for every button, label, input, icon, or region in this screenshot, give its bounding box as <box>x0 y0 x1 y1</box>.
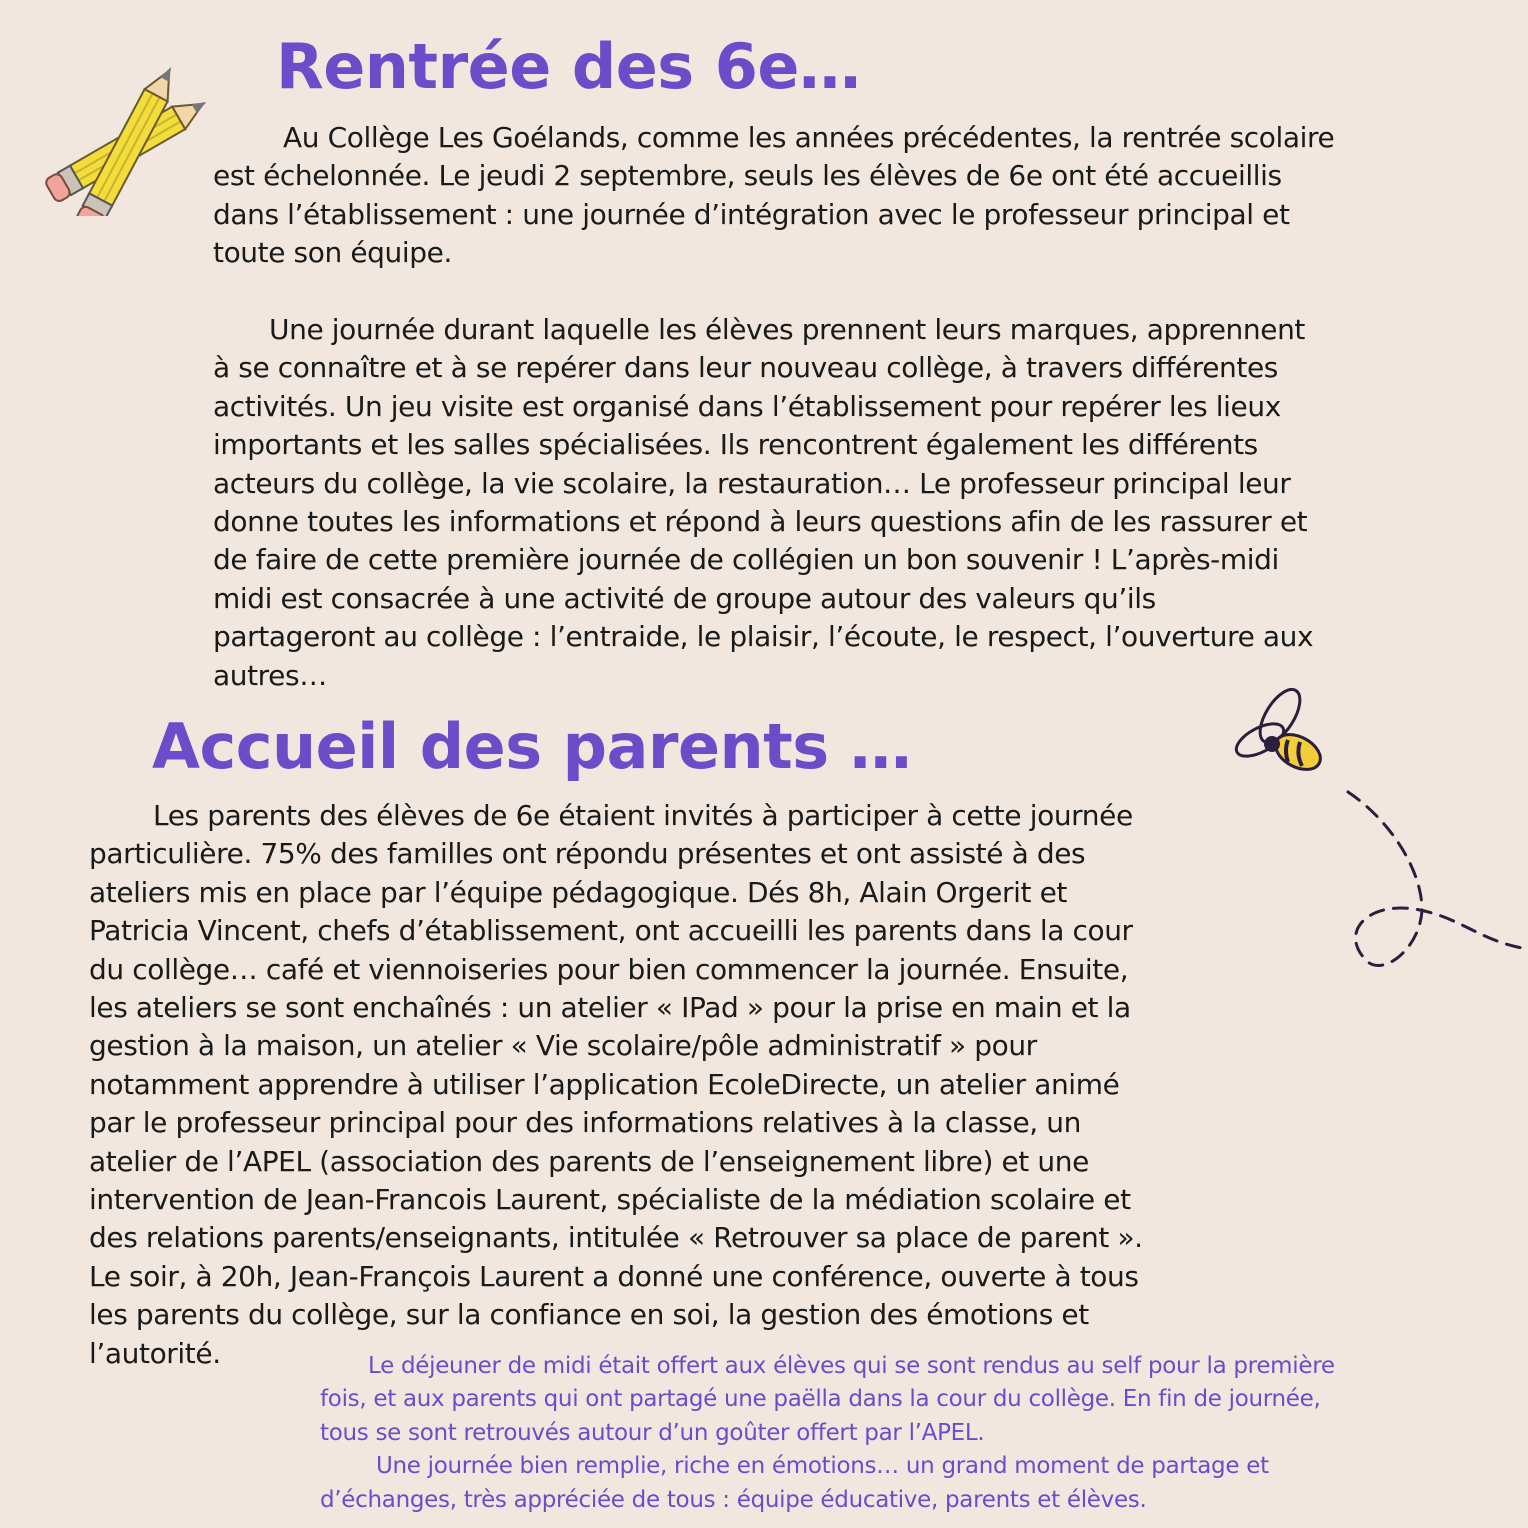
note-paragraph-purple <box>320 1350 1335 1517</box>
text-line: Le soir, à 20h, Jean-François Laurent a donné une conférence, ouverte à tous <box>89 1259 1139 1293</box>
text-line: de faire de cette première journée de collégien un bon souvenir ! L’après-midi <box>213 543 1279 577</box>
dashed-flight-path <box>1330 780 1528 984</box>
text-line: toute son équipe. <box>213 236 452 270</box>
text-line: dans l’établissement : une journée d’intégration avec le professeur principal et <box>213 197 1290 231</box>
note-line: Une journée bien remplie, riche en émotions… un grand moment de partage et <box>376 1453 1269 1480</box>
text-line: du collège… café et viennoiseries pour bien commencer la journée. Ensuite, <box>89 952 1129 986</box>
paragraph-rentree-intro <box>213 119 1334 273</box>
text-line: Patricia Vincent, chefs d’établissement, ont accueilli les parents dans la cour <box>89 914 1133 948</box>
text-line: partageront au collège : l’entraide, le plaisir, l’écoute, le respect, l’ouverture aux <box>213 620 1314 654</box>
text-line: les parents du collège, sur la confiance en soi, la gestion des émotions et <box>89 1298 1089 1332</box>
paragraph-rentree-details <box>213 311 1313 695</box>
text-line: acteurs du collège, la vie scolaire, la restauration… Le professeur principal leur <box>213 466 1291 500</box>
note-line: Le déjeuner de midi était offert aux élèves qui se sont rendus au self pour la première <box>368 1353 1335 1379</box>
text-line: autres… <box>213 658 327 692</box>
text-line: ateliers mis en place par l’équipe pédagogique. Dés 8h, Alain Orgerit et <box>89 875 1067 909</box>
pencils-icon <box>28 36 228 220</box>
text-line: donne toutes les informations et répond à leurs questions afin de les rassurer et <box>213 505 1308 539</box>
text-line: à se connaître et à se repérer dans leur nouveau collège, à travers différentes <box>213 351 1278 385</box>
text-line: midi est consacrée à une activité de groupe autour des valeurs qu’ils <box>213 581 1156 615</box>
section-title-accueil-parents: Accueil des parents … <box>152 710 912 783</box>
note-line: fois, et aux parents qui ont partagé une paëlla dans la cour du collège. En fin de journée, <box>320 1386 1321 1413</box>
text-line: atelier de l’APEL (association des parents de l’enseignement libre) et une <box>89 1144 1089 1178</box>
text-line: Au Collège Les Goélands, comme les années précédentes, la rentrée scolaire <box>283 121 1335 154</box>
text-line: notamment apprendre à utiliser l’application EcoleDirecte, un atelier animé <box>89 1067 1120 1101</box>
paragraph-accueil-parents <box>89 797 1143 1373</box>
note-line: tous se sont retrouvés autour d’un goûter offert par l’APEL. <box>320 1419 985 1446</box>
section-title-rentree: Rentrée des 6e… <box>276 30 861 103</box>
text-line: gestion à la maison, un atelier « Vie scolaire/pôle administratif » pour <box>89 1029 1037 1063</box>
text-line: importants et les salles spécialisées. Ils rencontrent également les différents <box>213 428 1258 462</box>
text-line: intervention de Jean-Francois Laurent, spécialiste de la médiation scolaire et <box>89 1183 1131 1217</box>
text-line: est échelonnée. Le jeudi 2 septembre, seuls les élèves de 6e ont été accueillis <box>213 159 1282 193</box>
text-line: l’autorité. <box>89 1336 221 1370</box>
text-line: activités. Un jeu visite est organisé dans l’établissement pour repérer les lieux <box>213 389 1281 423</box>
text-line: par le professeur principal pour des informations relatives à la classe, un <box>89 1106 1081 1140</box>
text-line: des relations parents/enseignants, intitulée « Retrouver sa place de parent ». <box>89 1221 1143 1255</box>
note-line: d’échanges, très appréciée de tous : équipe éducative, parents et élèves. <box>320 1486 1147 1513</box>
bee-icon <box>1222 676 1332 790</box>
text-line: Les parents des élèves de 6e étaient invités à participer à cette journée <box>153 799 1133 832</box>
text-line: particulière. 75% des familles ont répondu présentes et ont assisté à des <box>89 837 1086 871</box>
text-line: les ateliers se sont enchaînés : un atelier « IPad » pour la prise en main et la <box>89 991 1131 1025</box>
text-line: Une journée durant laquelle les élèves prennent leurs marques, apprennent <box>269 313 1305 346</box>
